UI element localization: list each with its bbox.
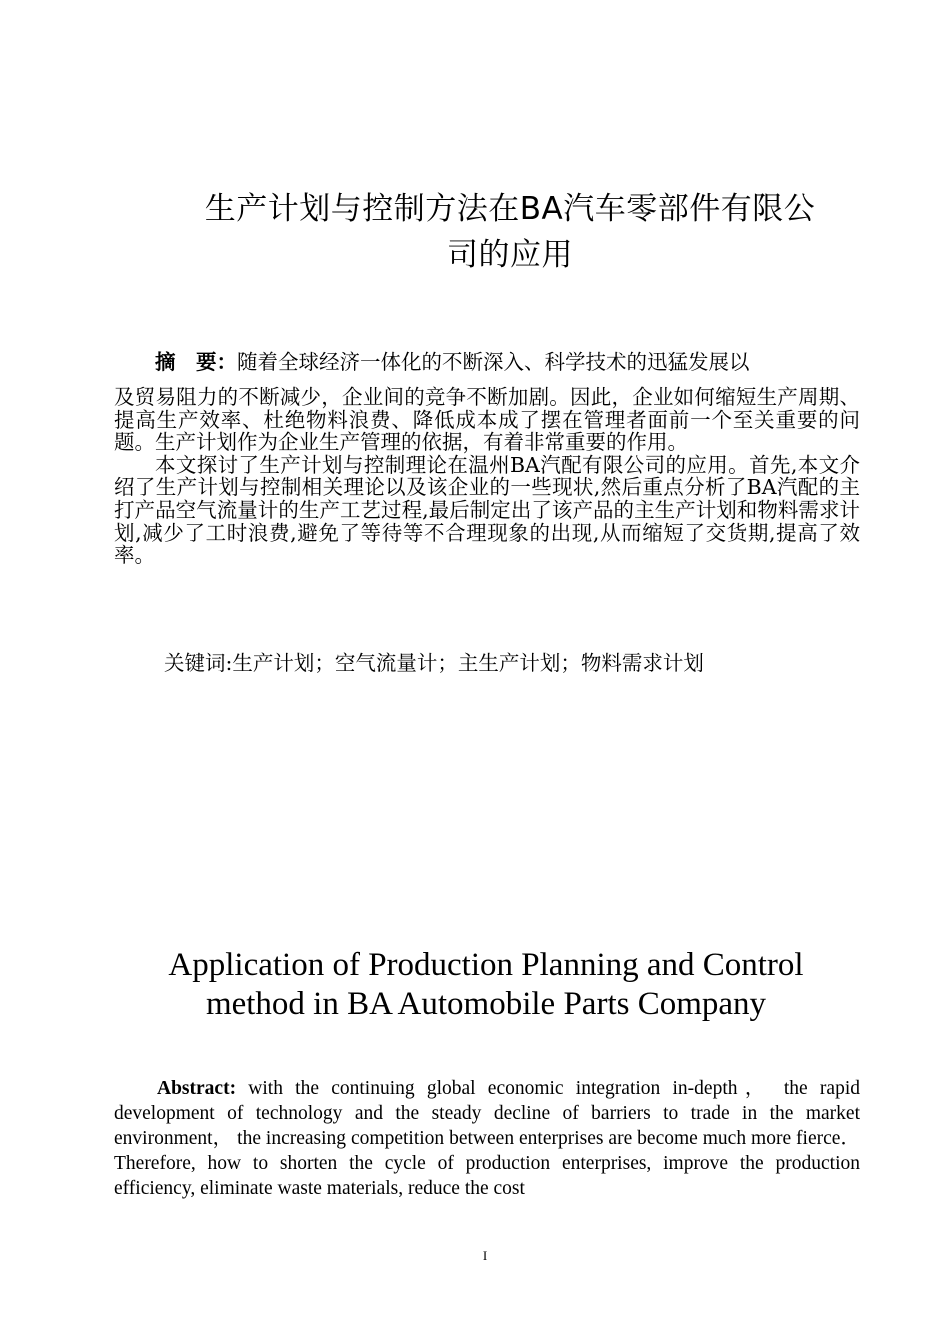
chinese-abstract-line-1 xyxy=(114,349,860,376)
english-abstract xyxy=(114,1076,860,1201)
english-title xyxy=(110,946,862,1024)
english-title-line-2: method in BA Automobile Parts Company xyxy=(205,986,767,1022)
chinese-abstract-label: 摘 要： xyxy=(155,350,237,374)
chinese-title xyxy=(150,186,870,278)
chinese-abstract-first-line-text: 随着全球经济一体化的不断深入、科学技术的迅猛发展以 xyxy=(237,350,750,374)
chinese-title-line-2: 司的应用 xyxy=(447,237,573,273)
chinese-title-line-1: 生产计划与控制方法在BA汽车零部件有限公 xyxy=(204,191,816,227)
chinese-keywords-label: 关键词 xyxy=(164,651,226,675)
english-abstract-label: Abstract: xyxy=(157,1078,237,1099)
chinese-abstract-paragraph-2: 本文探讨了生产计划与控制理论在温州BA汽配有限公司的应用。首先,本文介绍了生产计划与控制相关理论以及该企业的一些现状,然后重点分析了BA汽配的主打产品空气流量计的生产工艺过程,最后制定出了该产品的主生产计划和物料需求计划,减少了工时浪费,避免了等待等不合理现象的出现,从而缩短了交货期,提高了效率。 xyxy=(114,452,860,568)
chinese-keywords xyxy=(164,650,864,676)
page-number: I xyxy=(482,1248,488,1263)
english-title-line-1: Application of Production Planning and Control xyxy=(168,947,804,983)
english-abstract-text: with the continuing global economic integration in-depth， the rapid development of technology and the steady decline of barriers to trade in the market environment， the increasing competition between enterprises are become much more fierce． Therefore, how to shorten the cycle of production enterprises, improve the production efficiency, eliminate waste materials, reduce the cost xyxy=(114,1078,860,1199)
chinese-abstract-paragraph-1: 及贸易阻力的不断减少，企业间的竞争不断加剧。因此，企业如何缩短生产周期、提高生产效率、杜绝物料浪费、降低成本成了摆在管理者面前一个至关重要的问题。生产计划作为企业生产管理的依据，有着非常重要的作用。 xyxy=(114,385,860,455)
chinese-keywords-list: :生产计划；空气流量计；主生产计划；物料需求计划 xyxy=(225,651,704,675)
chinese-abstract xyxy=(114,349,860,567)
